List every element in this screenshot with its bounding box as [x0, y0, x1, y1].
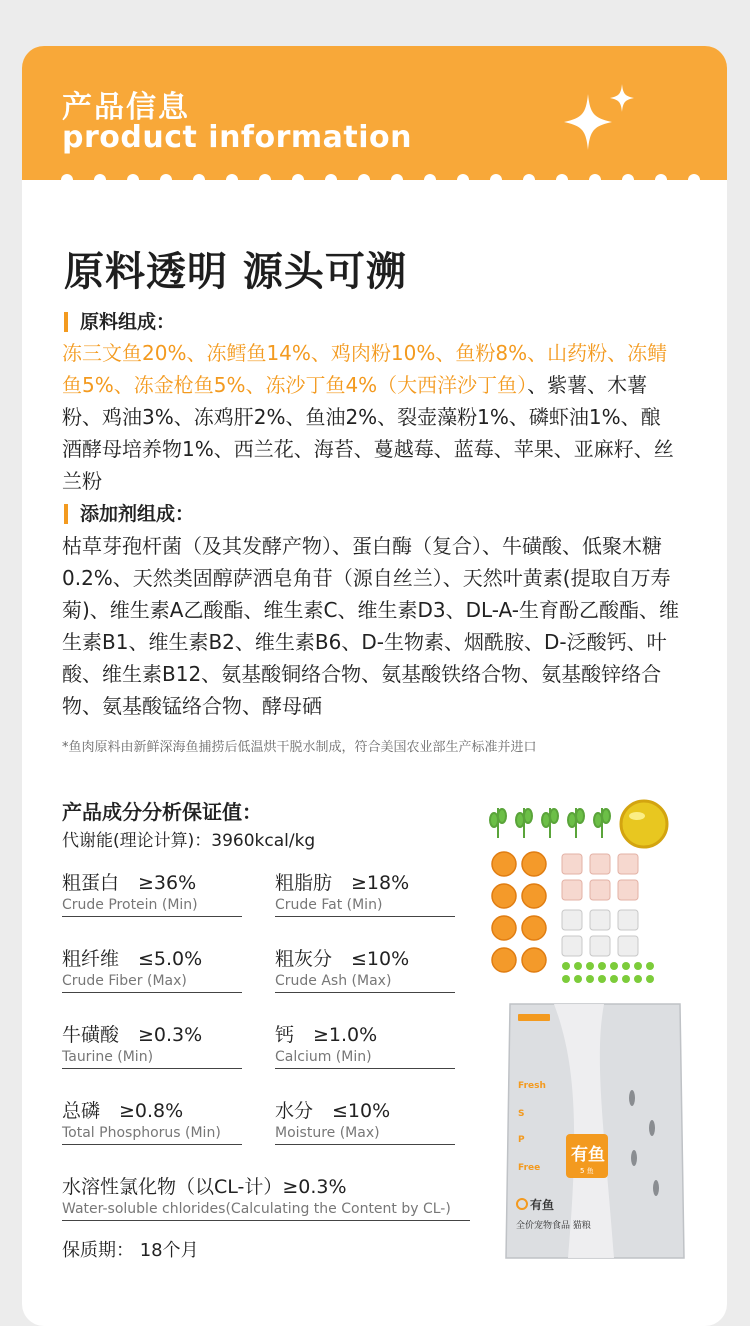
perforated-divider	[22, 172, 727, 188]
divider	[62, 1144, 242, 1145]
bag-line-text: 全价宠物食品 猫粮	[516, 1221, 591, 1231]
nutrient-total-phosphorus	[62, 1096, 242, 1145]
fish-cube-icon	[562, 910, 638, 956]
nutrient-label-en: Calcium (Min)	[275, 1049, 372, 1065]
bag-side-word: P	[518, 1135, 525, 1145]
main-title: 原料透明 源头可溯	[64, 249, 407, 295]
nutrient-crude-ash	[275, 944, 455, 993]
source-note: *鱼肉原料由新鲜深海鱼捕捞后低温烘干脱水制成，符合美国农业部生产标准并进口	[62, 740, 537, 755]
nutrient-crude-fiber	[62, 944, 242, 993]
ingredients-highlight: 冻三文鱼20%、冻鳕鱼14%、鸡肉粉10%、鱼粉8%、山药粉、冻鲭鱼5%、冻金枪鱼5%、冻沙丁鱼4%（大西洋沙丁鱼）	[62, 341, 668, 397]
brand-badge-sub: 5 鱼	[580, 1167, 594, 1175]
product-info-card	[22, 46, 727, 1326]
bag-side-word: Fresh	[518, 1081, 546, 1091]
nutrient-value: 粗灰分 ≤10%	[275, 948, 410, 970]
nutrient-chlorides	[62, 1172, 470, 1221]
divider	[62, 916, 242, 917]
analysis-title: 产品成分分析保证值：	[62, 800, 262, 824]
ingredients-rest: 、紫薯、木薯粉、鸡油3%、冻鸡肝2%、鱼油2%、裂壶藻粉1%、磷虾油1%、酿酒酵母培养物1%、西兰花、海苔、蔓越莓、蓝莓、苹果、亚麻籽、丝兰粉	[62, 373, 674, 493]
additives-text: 枯草芽孢杆菌（及其发酵产物）、蛋白酶（复合）、牛磺酸、低聚木糖0.2%、天然类固醇萨洒皂角苷（源自丝兰）、天然叶黄素(提取自万寿菊)、维生素A乙酸酯、维生素C、维生素D3、DL-A-生育酚乙酸酯、维生素B1、维生素B2、维生素B6、D-生物素、烟酰胺、D-泛酸钙、叶酸、维生素B12、氨基酸铜络合物、氨基酸铁络合物、氨基酸锌络合物、氨基酸锰络合物、酵母硒	[62, 534, 680, 718]
oil-bowl-icon	[621, 801, 667, 847]
nutrient-label-en: Crude Ash (Max)	[275, 973, 392, 989]
nutrient-value: 粗脂肪 ≥18%	[275, 872, 410, 894]
divider	[275, 1068, 455, 1069]
meat-cube-icon	[562, 854, 638, 900]
brand-badge-text: 有鱼	[571, 1145, 605, 1165]
nutrient-value: 水溶性氯化物（以CL-计）≥0.3%	[62, 1176, 347, 1198]
section-header	[22, 46, 727, 180]
divider	[275, 916, 455, 917]
divider	[62, 992, 242, 993]
energy-value: 代谢能(理论计算)：3960kcal/kg	[62, 831, 316, 851]
divider	[62, 1068, 242, 1069]
nutrient-value: 粗蛋白 ≥36%	[62, 872, 197, 894]
nutrient-value: 粗纤维 ≤5.0%	[62, 948, 203, 970]
brand-bottom-text: 有鱼	[530, 1198, 555, 1212]
nutrient-label-en: Taurine (Min)	[62, 1049, 154, 1065]
ingredients-text	[62, 337, 680, 497]
nutrient-value: 钙 ≥1.0%	[275, 1024, 378, 1046]
herb-icon	[490, 808, 610, 838]
header-title-cn: 产品信息	[62, 90, 190, 125]
nutrient-label-en: Crude Protein (Min)	[62, 897, 198, 913]
divider	[62, 1220, 470, 1221]
nutrient-label-en: Crude Fat (Min)	[275, 897, 383, 913]
nutrient-label-en: Total Phosphorus (Min)	[62, 1125, 221, 1141]
nutrient-label-en: Crude Fiber (Max)	[62, 973, 187, 989]
divider	[275, 992, 455, 993]
bag-side-word: S	[518, 1109, 525, 1119]
pea-icon	[562, 962, 654, 983]
header-title-en: product information	[62, 120, 412, 155]
shelf-life: 保质期： 18个月	[62, 1240, 199, 1261]
nutrient-moisture	[275, 1096, 455, 1145]
additives-heading: 添加剂组成：	[64, 504, 194, 524]
product-bag	[506, 1004, 684, 1258]
nutrient-value: 水分 ≤10%	[275, 1100, 391, 1122]
nutrient-taurine	[62, 1020, 242, 1069]
carrot-slice-icon	[492, 852, 546, 972]
ingredients-heading: 原料组成：	[64, 312, 175, 332]
sparkle-icon	[562, 80, 642, 160]
nutrient-value: 总磷 ≥0.8%	[62, 1100, 184, 1122]
nutrient-label-en: Moisture (Max)	[275, 1125, 380, 1141]
nutrient-label-en: Water-soluble chlorides(Calculating the Content by CL-)	[62, 1201, 451, 1217]
nutrient-crude-fat	[275, 868, 455, 917]
divider	[275, 1144, 455, 1145]
bag-side-word: Free	[518, 1163, 541, 1173]
product-ingredients-illustration	[484, 798, 709, 1264]
nutrient-value: 牛磺酸 ≥0.3%	[62, 1024, 203, 1046]
nutrient-crude-protein	[62, 868, 242, 917]
nutrient-calcium	[275, 1020, 455, 1069]
